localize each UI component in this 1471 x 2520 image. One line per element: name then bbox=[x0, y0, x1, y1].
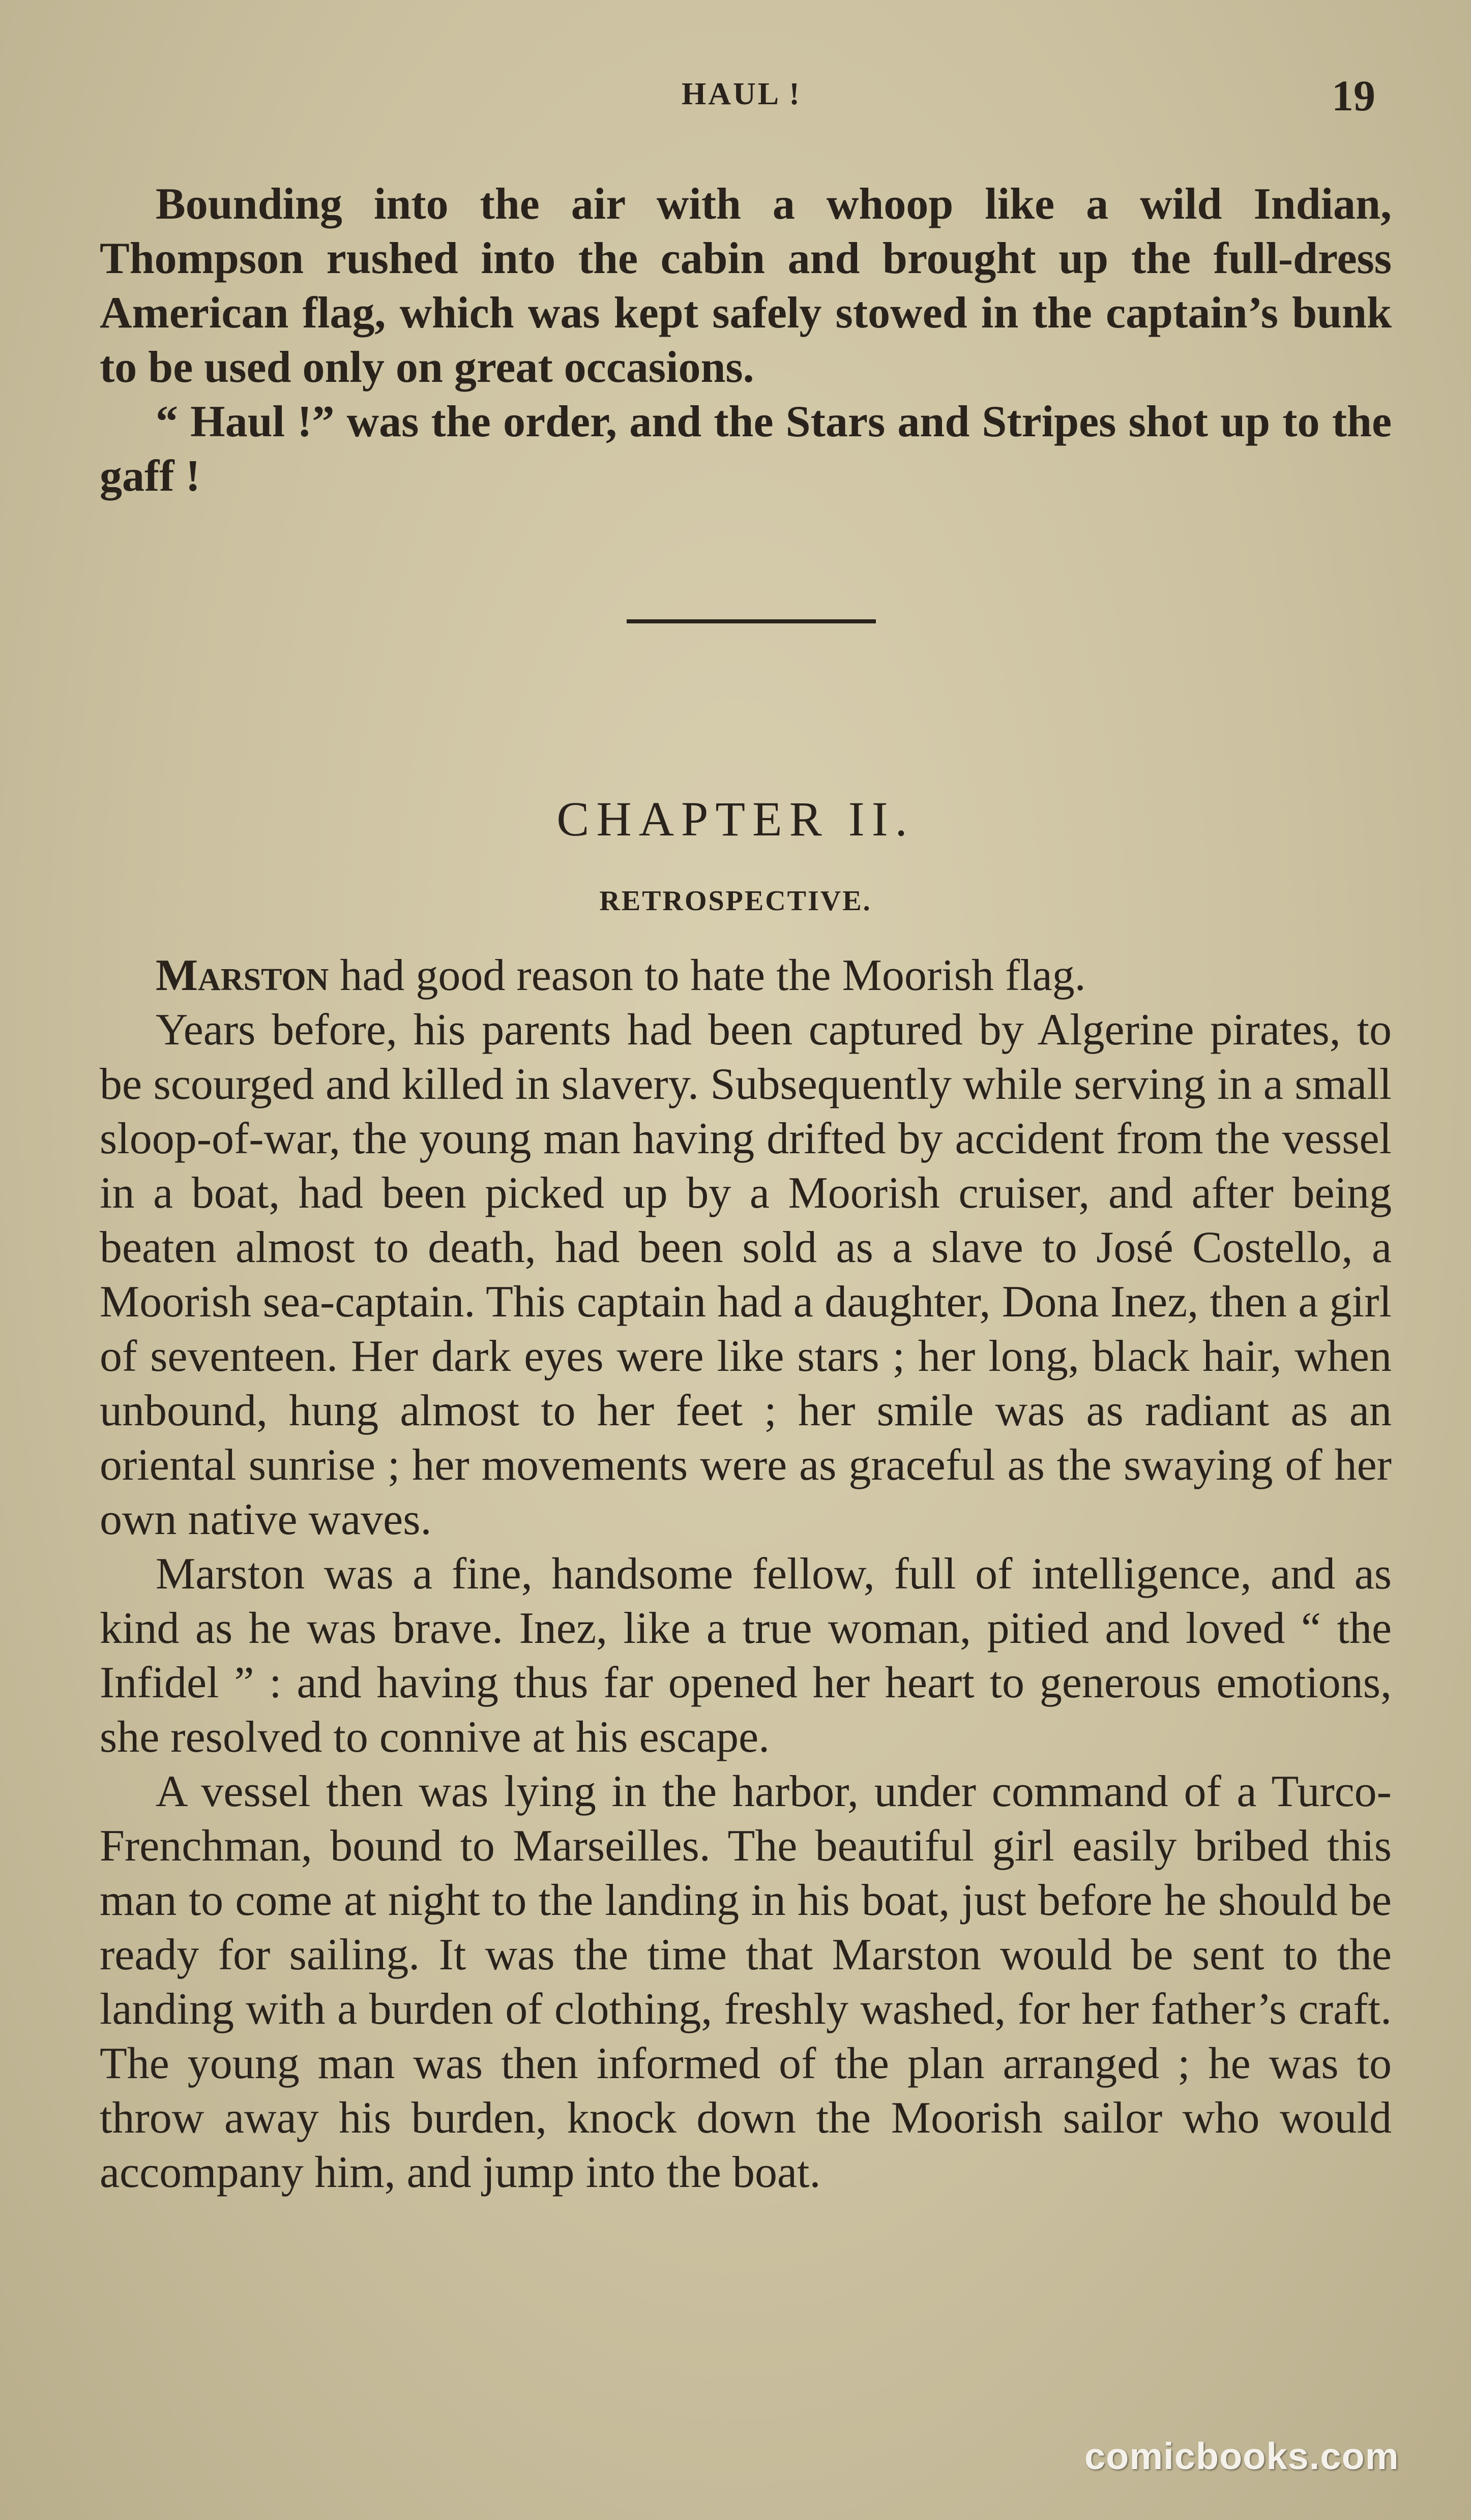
paragraph bbox=[100, 948, 1392, 1003]
paragraph: “ Haul !” was the order, and the Stars and Stripes shot up to the gaff ! bbox=[100, 397, 1392, 501]
opening-word: Marston bbox=[156, 951, 329, 1000]
paragraph: Marston was a fine, handsome fellow, full of intelligence, and as kind as he was brave. Inez, like a true woman, pitied and loved “ the Infidel ” : and having thus far opened her heart to generous emotions, she resolved to connive at his escape. bbox=[100, 1549, 1392, 1762]
opening-sentence: had good reason to hate the Moorish flag. bbox=[329, 951, 1086, 1000]
page-number: 19 bbox=[1332, 71, 1375, 120]
watermark: comicbooks.com bbox=[1084, 2435, 1399, 2477]
text-block-top bbox=[100, 177, 1392, 503]
paragraph: A vessel then was lying in the harbor, under command of a Turco-Frenchman, bound to Marseilles. The beautiful girl easily bribed this man to come at night to the landing in his boat, just before he should be ready for sailing. It was the time that Marston would be sent to the landing with a burden of clothing, freshly washed, for her father’s craft. The young man was then informed of the plan arranged ; he was to throw away his burden, knock down the Moorish sailor who would accompany him, and jump into the boat. bbox=[100, 1767, 1392, 2197]
running-head: HAUL ! bbox=[682, 77, 802, 111]
paragraph: Bounding into the air with a whoop like a wild Indian, Thompson rushed into the cabin and brought up the full-dress American flag, which was kept safely stowed in the captain’s bunk to be used only on great occasions. bbox=[100, 179, 1392, 392]
chapter-title: CHAPTER II. bbox=[556, 792, 915, 846]
section-divider-rule bbox=[627, 619, 876, 623]
chapter-subtitle: RETROSPECTIVE. bbox=[599, 885, 872, 917]
paragraph: Years before, his parents had been captured by Algerine pirates, to be scourged and killed in slavery. Subsequently while serving in a small sloop-of-war, the young man having drifted by accident from the vessel in a boat, had been picked up by a Moorish cruiser, and after being beaten almost to death, had been sold as a slave to José Costello, a Moorish sea-captain. This captain had a daughter, Dona Inez, then a girl of seventeen. Her dark eyes were like stars ; her long, black hair, when unbound, hung almost to her feet ; her smile was as radiant as an oriental sunrise ; her movements were as graceful as the swaying of her own native waves. bbox=[100, 1005, 1392, 1544]
text-block-chapter bbox=[100, 948, 1392, 2200]
